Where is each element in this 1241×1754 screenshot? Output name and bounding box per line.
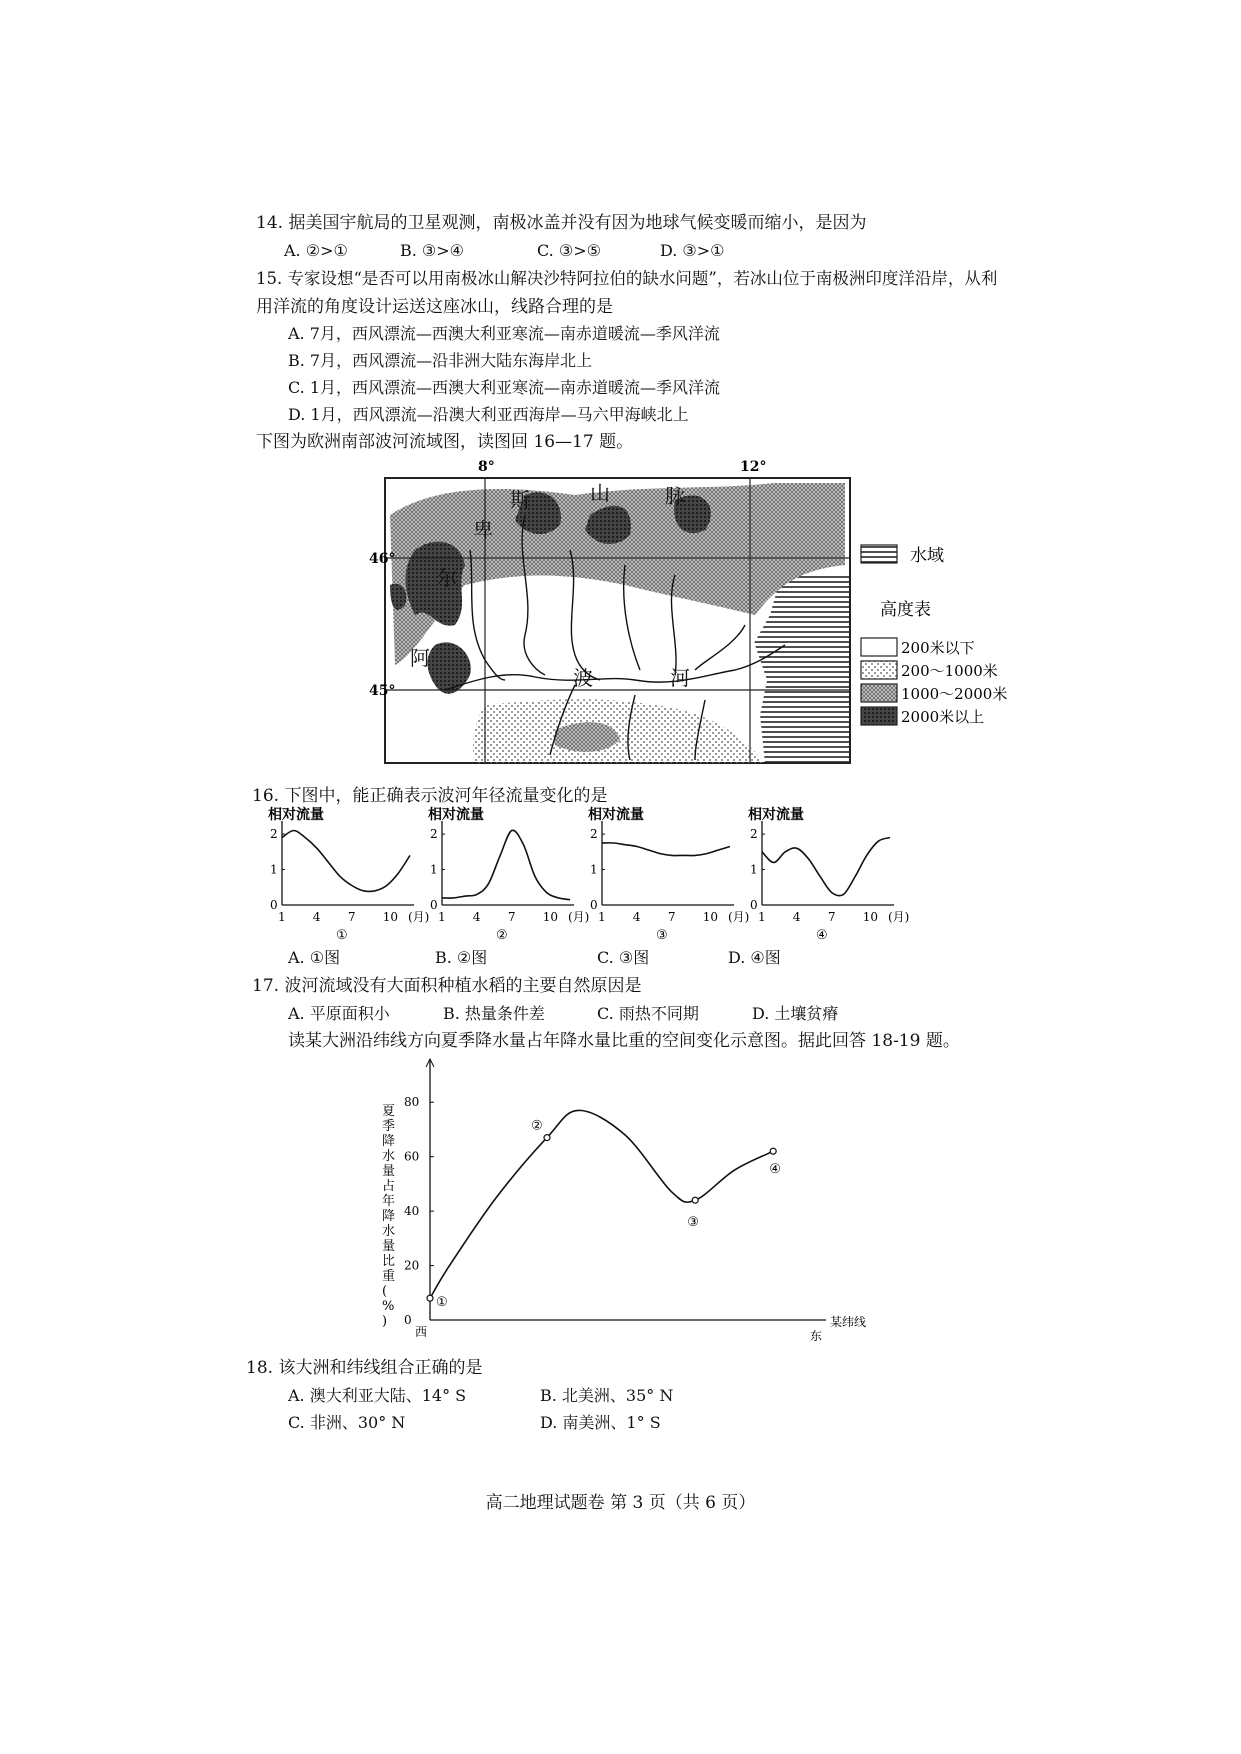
big-chart-ytick-60: 60 (404, 1149, 420, 1164)
chart-4-ytick-1: 1 (750, 862, 758, 877)
big-chart-ylabel-char-7: 降 (382, 1209, 396, 1224)
big-chart-xlabel: 某纬线 (830, 1315, 867, 1329)
q15-option-a: A. 7月，西风漂流—西澳大利亚寒流—南赤道暖流—季风洋流 (288, 324, 720, 343)
lon-label-12: 12° (740, 459, 767, 475)
q14-option-a: A. ②>① (284, 241, 348, 260)
q16-stem: 16. 下图中，能正确表示波河年径流量变化的是 (252, 786, 608, 806)
chart-2-series-line (442, 830, 570, 899)
chart-1-ytick-0: 0 (270, 898, 278, 912)
chart-3-series-line (602, 843, 730, 856)
chart-1-xtick-4: 4 (312, 910, 321, 924)
legend-item-1: 200米以下 (901, 639, 975, 657)
big-chart-ytick-20: 20 (404, 1258, 420, 1273)
chart-2-ylabel: 相对流量 (428, 807, 484, 823)
chart-4-ytick-2: 2 (750, 827, 758, 842)
big-chart-ylabel-char-1: 季 (382, 1119, 396, 1134)
chart-3-ylabel: 相对流量 (588, 807, 644, 823)
chart-4-xtick-7: 7 (827, 910, 836, 924)
q14-option-d: D. ③>① (660, 241, 725, 260)
big-chart-point-label-2: ② (531, 1118, 543, 1134)
big-chart-xtick-east: 东 (810, 1329, 823, 1343)
chart-4-xtick-10: 10 (862, 910, 879, 924)
big-chart-ylabel-char-9: 量 (382, 1239, 396, 1254)
big-chart-point-2 (544, 1135, 550, 1141)
q18-stem: 18. 该大洲和纬线组合正确的是 (246, 1358, 483, 1378)
big-chart-ylabel-char-4: 量 (382, 1164, 396, 1179)
big-chart-ytick-80: 80 (404, 1095, 420, 1110)
chart-1-name: ① (336, 928, 348, 943)
chart-4-series-line (762, 838, 890, 896)
big-chart-point-label-4: ④ (769, 1162, 781, 1178)
q18-option-b: B. 北美洲、35° N (540, 1386, 674, 1405)
chart-2-xunit: (月) (568, 910, 590, 924)
q16-option-a: A. ①图 (288, 948, 341, 967)
q16-option-b: B. ②图 (435, 948, 488, 967)
q18-option-d: D. 南美洲、1° S (540, 1413, 661, 1432)
big-chart-ylabel-char-12: ( (382, 1284, 388, 1299)
chart-1-ytick-2: 2 (270, 827, 278, 842)
chart-1-xtick-1: 1 (278, 910, 286, 924)
map-char-mai: 脉 (665, 484, 685, 508)
big-chart-ylabel-char-14: ) (382, 1314, 388, 1329)
big-chart-ylabel-char-5: 占 (382, 1179, 396, 1194)
q15-option-c: C. 1月，西风漂流—西澳大利亚寒流—南赤道暖流—季风洋流 (288, 378, 721, 397)
big-chart-ylabel-char-2: 降 (382, 1134, 396, 1149)
chart-4-xtick-1: 1 (758, 910, 766, 924)
big-chart-series-line (430, 1110, 773, 1298)
chart-2-ytick-0: 0 (430, 898, 438, 912)
chart-2-ytick-2: 2 (430, 827, 438, 842)
chart-2-xtick-7: 7 (507, 910, 516, 924)
chart-1-xtick-7: 7 (347, 910, 356, 924)
chart-3-xtick-7: 7 (667, 910, 676, 924)
chart-4-name: ④ (816, 928, 828, 943)
big-chart-ytick-40: 40 (404, 1204, 420, 1219)
chart-2-xtick-10: 10 (542, 910, 559, 924)
q18-option-c: C. 非洲、30° N (288, 1413, 406, 1432)
big-chart-ylabel-char-3: 水 (382, 1149, 396, 1164)
chart-3-ytick-0: 0 (590, 898, 598, 912)
q14-option-b: B. ③>④ (400, 241, 465, 260)
q18-option-a: A. 澳大利亚大陆、14° S (288, 1386, 467, 1405)
q17-option-c: C. 雨热不同期 (597, 1004, 699, 1023)
q15-stem-2: 用洋流的角度设计运送这座冰山，线路合理的是 (256, 297, 613, 317)
chart-2-xtick-1: 1 (438, 910, 446, 924)
big-chart-point-label-3: ③ (687, 1215, 699, 1231)
map-char-shan: 山 (590, 481, 610, 505)
lat-label-46: 46° (369, 551, 396, 567)
chart-4-ytick-0: 0 (750, 898, 758, 912)
q15-option-d: D. 1月，西风漂流—沿澳大利亚西海岸—马六甲海峡北上 (288, 405, 689, 424)
chart-2-xtick-4: 4 (472, 910, 481, 924)
q14-option-c: C. ③>⑤ (537, 241, 601, 260)
runoff-charts (270, 805, 1030, 945)
q17-option-b: B. 热量条件差 (443, 1004, 545, 1023)
chart-4-xunit: (月) (888, 910, 910, 924)
map-intro: 下图为欧洲南部波河流域图，读图回 16—17 题。 (256, 432, 634, 452)
big-chart-ylabel-char-6: 年 (382, 1194, 396, 1209)
chart-1-series-line (282, 831, 410, 892)
q17-option-a: A. 平原面积小 (288, 1004, 390, 1023)
big-chart-point-3 (692, 1197, 698, 1203)
map-char-he: 河 (670, 666, 690, 690)
chart-3-ytick-1: 1 (590, 862, 598, 877)
chart-3-ytick-2: 2 (590, 827, 598, 842)
chart-4-xtick-4: 4 (792, 910, 801, 924)
chart-1-ytick-1: 1 (270, 862, 278, 877)
legend-item-3: 1000～2000米 (901, 685, 1008, 703)
chart-3-xunit: (月) (728, 910, 750, 924)
chart-3-xtick-4: 4 (632, 910, 641, 924)
legend-item-2: 200～1000米 (901, 662, 998, 680)
q17-option-d: D. 土壤贫瘠 (752, 1004, 839, 1023)
q14-stem: 14. 据美国宇航局的卫星观测，南极冰盖并没有因为地球气候变暖而缩小，是因为 (256, 213, 867, 233)
chart-4-ylabel: 相对流量 (748, 807, 804, 823)
big-chart-xtick-west: 西 (415, 1325, 428, 1339)
big-chart-point-1 (427, 1295, 433, 1301)
legend-title: 高度表 (880, 600, 931, 620)
po-river-map (369, 455, 1015, 770)
big-chart-ytick-0: 0 (404, 1313, 412, 1327)
big-chart-ylabel-char-13: % (382, 1299, 395, 1314)
q16-option-c: C. ③图 (597, 948, 650, 967)
chart-intro: 读某大洲沿纬线方向夏季降水量占年降水量比重的空间变化示意图。据此回答 18-19 题。 (288, 1031, 960, 1051)
map-char-bo: 波 (573, 666, 593, 690)
lat-label-45: 45° (369, 683, 396, 699)
q16-option-d: D. ④图 (728, 948, 781, 967)
chart-1-xunit: (月) (408, 910, 430, 924)
map-char-er: 尔 (437, 566, 457, 590)
big-chart-point-4 (770, 1148, 776, 1154)
big-chart-ylabel-char-8: 水 (382, 1224, 396, 1239)
big-chart-point-label-1: ① (436, 1295, 448, 1311)
q15-option-b: B. 7月，西风漂流—沿非洲大陆东海岸北上 (288, 351, 593, 370)
chart-3-xtick-1: 1 (598, 910, 606, 924)
chart-1-xtick-10: 10 (382, 910, 399, 924)
map-char-si: 斯 (510, 488, 530, 512)
q17-stem: 17. 波河流域没有大面积种植水稻的主要自然原因是 (252, 976, 642, 996)
map-char-a: 阿 (410, 646, 430, 670)
q15-stem-1: 15. 专家设想“是否可以用南极冰山解决沙特阿拉伯的缺水问题”，若冰山位于南极洲印度洋沿岸，从利 (256, 269, 998, 288)
map-char-bei: 卑 (473, 518, 493, 542)
chart-1-ylabel: 相对流量 (268, 807, 324, 823)
precip-ratio-chart (380, 1055, 900, 1350)
chart-2-ytick-1: 1 (430, 862, 438, 877)
big-chart-ylabel-char-0: 夏 (382, 1104, 396, 1119)
big-chart-ylabel-char-11: 重 (382, 1269, 396, 1284)
chart-3-xtick-10: 10 (702, 910, 719, 924)
legend-water: 水域 (910, 546, 944, 566)
chart-3-name: ③ (656, 928, 668, 943)
big-chart-ylabel-char-10: 比 (382, 1254, 396, 1269)
page-footer: 高二地理试题卷 第 3 页（共 6 页） (485, 1493, 756, 1513)
chart-2-name: ② (496, 928, 508, 943)
lon-label-8: 8° (478, 459, 495, 475)
legend-item-4: 2000米以上 (901, 708, 985, 726)
